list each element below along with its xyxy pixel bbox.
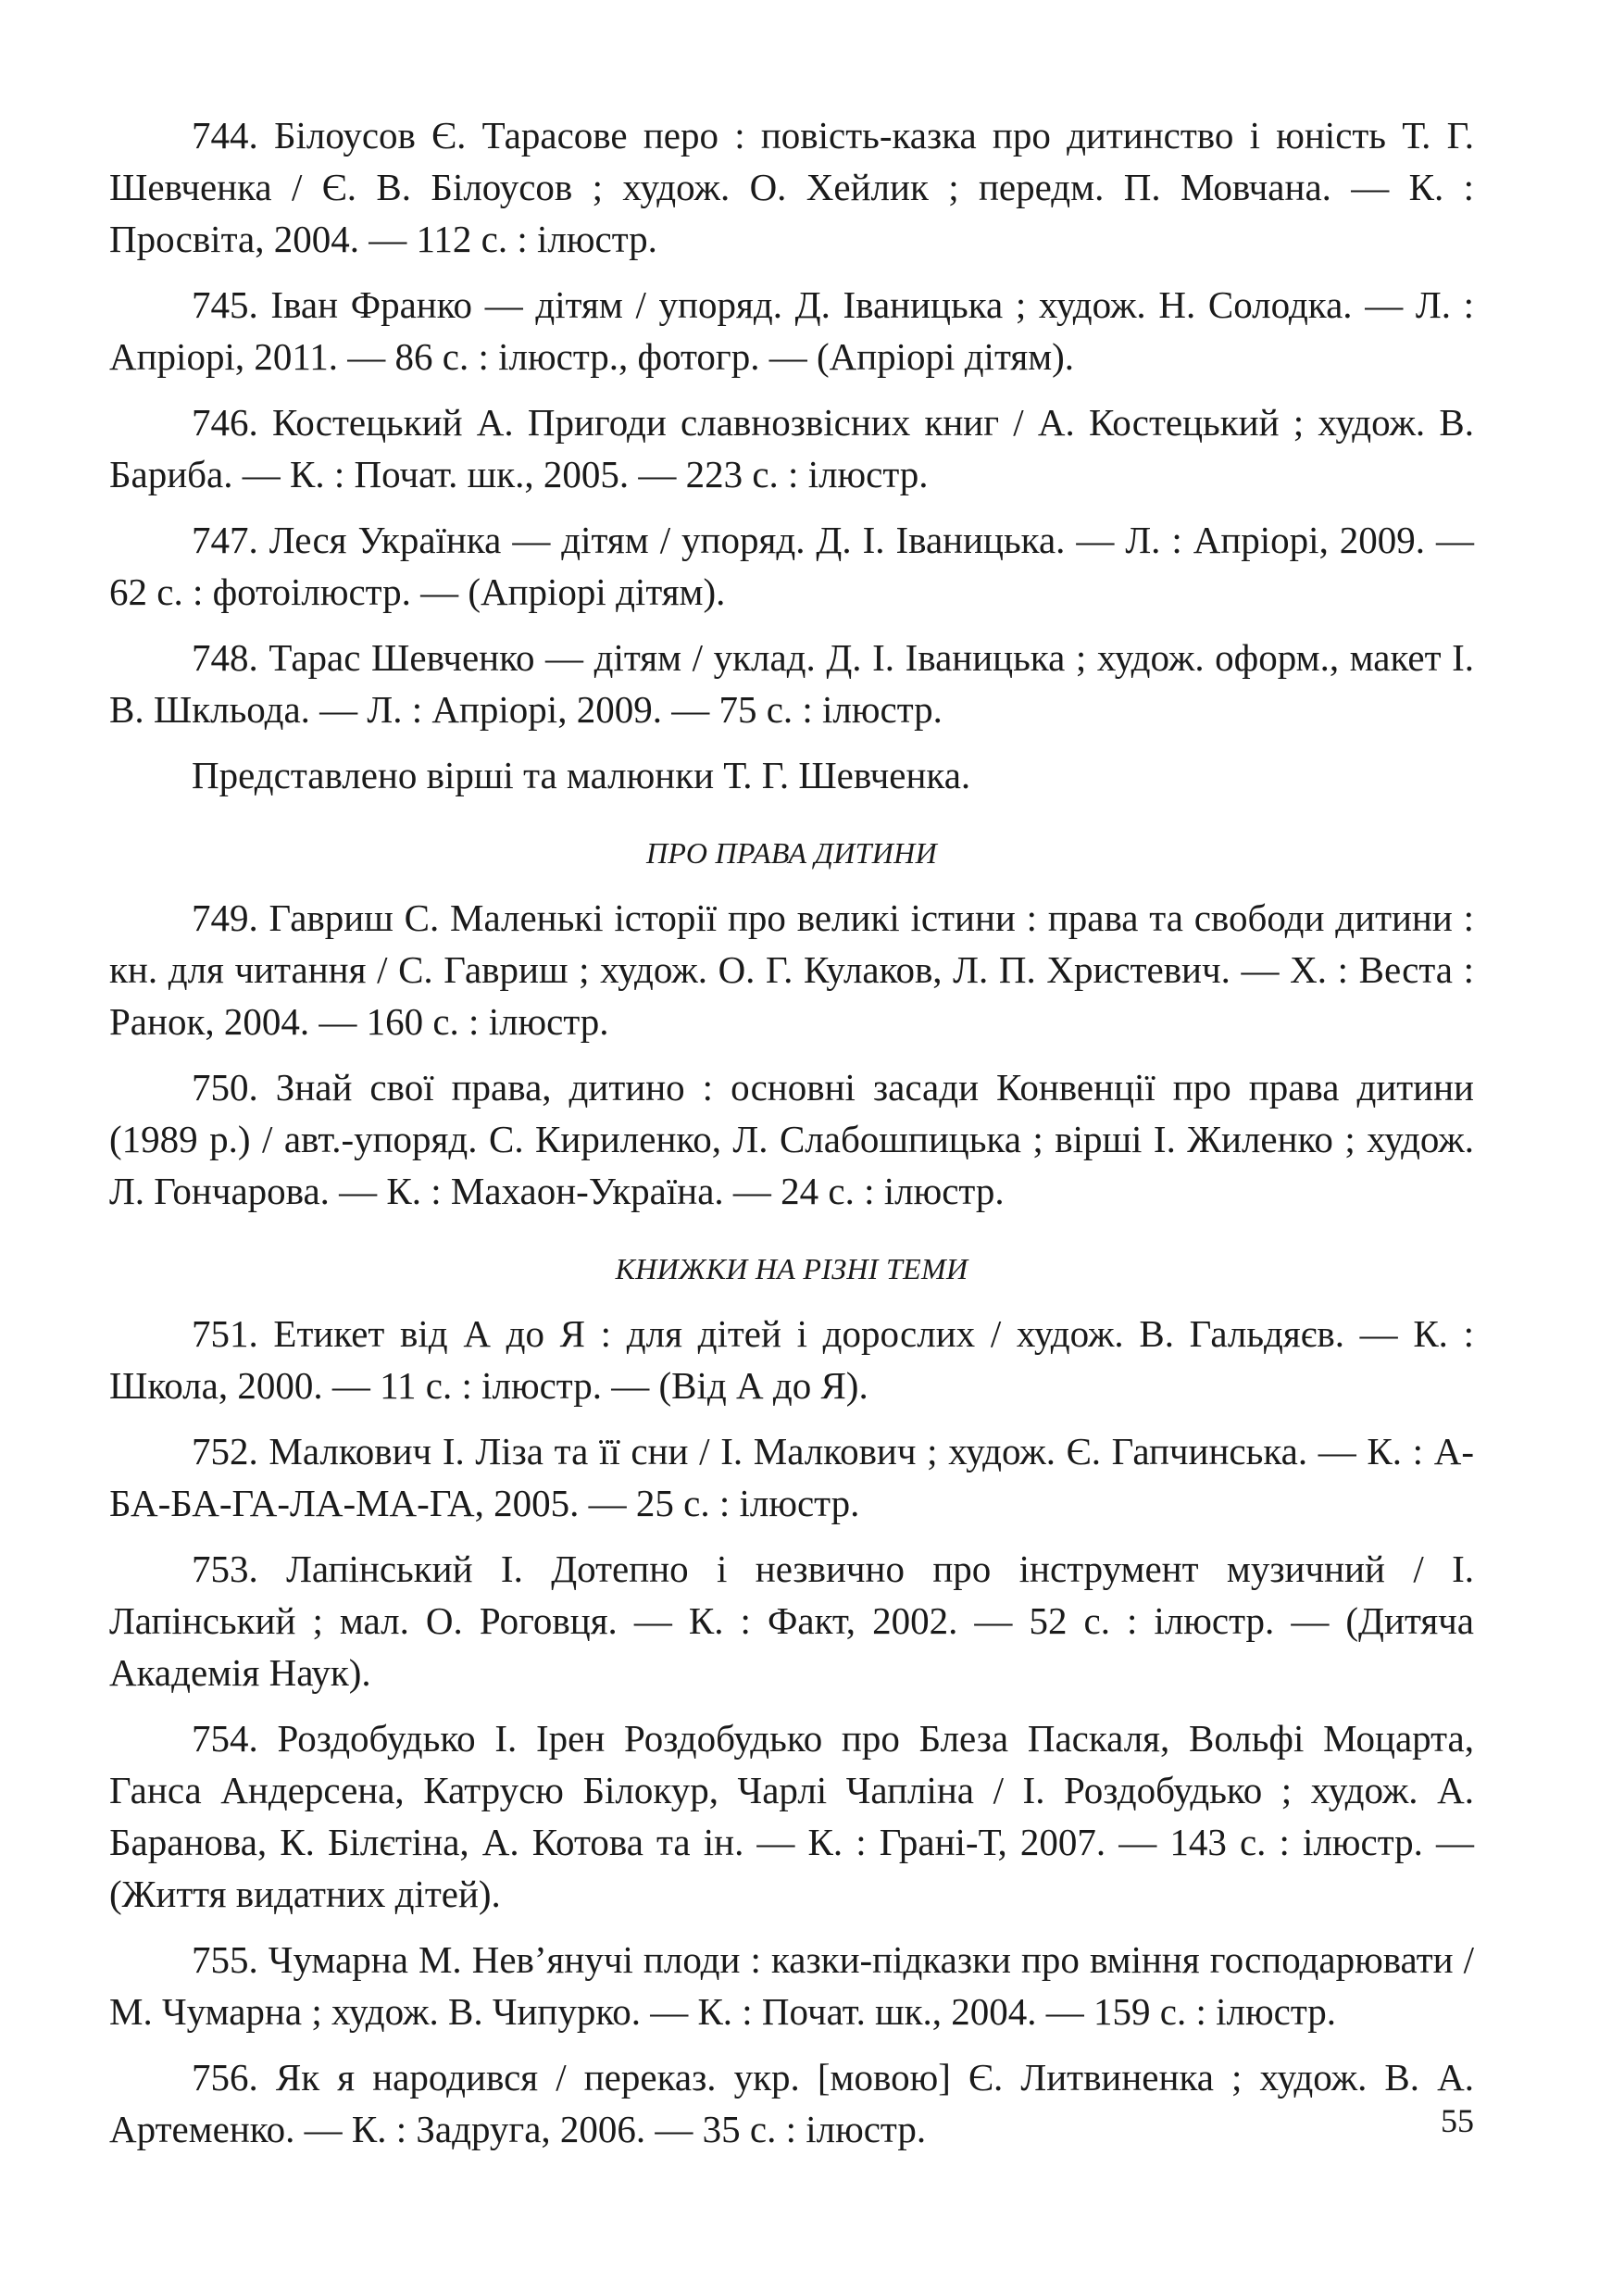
entry-annotation: Представлено вірші та малюнки Т. Г. Шевченка. [192, 754, 971, 796]
bibliography-entry-756: 756. Як я народився / переказ. укр. [мовою] Є. Литвиненка ; худож. В. А. Артеменко. — К. : Задруга, 2006. — 35 с. : ілюстр. [109, 2056, 1474, 2150]
section-heading-various-topics: КНИЖКИ НА РІЗНІ ТЕМИ [615, 1252, 968, 1285]
bibliography-entry-755: 755. Чумарна М. Нев’янучі плоди : казки-підказки про вміння господарювати / М. Чумарна ; худож. В. Чипурко. — К. : Почат. шк., 2004. — 159 с. : ілюстр. [109, 1938, 1474, 2033]
bibliography-entry-749: 749. Гавриш С. Маленькі історії про великі істини : права та свободи дитини : кн. для читання / С. Гавриш ; худож. О. Г. Кулаков, Л. П. Христевич. — Х. : Веста : Ранок, 2004. — 160 с. : ілюстр. [109, 896, 1474, 1043]
bibliography-entry-747: 747. Леся Українка — дітям / упоряд. Д. І. Іваницька. — Л. : Апріорі, 2009. — 62 с. : фотоілюстр. — (Апріорі дітям). [109, 519, 1474, 613]
bibliography-entry-748: 748. Тарас Шевченко — дітям / уклад. Д. І. Іваницька ; худож. оформ., макет І. В. Шкльода. — Л. : Апріорі, 2009. — 75 с. : ілюстр. [109, 636, 1474, 731]
bibliography-entry-745: 745. Іван Франко — дітям / упоряд. Д. Іваницька ; худож. Н. Солодка. — Л. : Апріорі, 2011. — 86 с. : ілюстр., фотогр. — (Апріорі дітям). [109, 283, 1474, 378]
bibliography-entry-753: 753. Лапінський І. Дотепно і незвично про інструмент музичний / І. Лапінський ; мал. О. Роговця. — К. : Факт, 2002. — 52 с. : ілюстр. — (Дитяча Академія Наук). [109, 1547, 1474, 1694]
page-number: 55 [1441, 2102, 1474, 2139]
bibliography-entry-746: 746. Костецький А. Пригоди славнозвісних книг / А. Костецький ; худож. В. Бариба. — К. : Почат. шк., 2005. — 223 с. : ілюстр. [109, 401, 1474, 495]
bibliography-entry-751: 751. Етикет від А до Я : для дітей і дорослих / худож. В. Гальдяєв. — К. : Школа, 2000. — 11 с. : ілюстр. — (Від А до Я). [109, 1312, 1474, 1407]
bibliography-entry-744: 744. Білоусов Є. Тарасове перо : повість-казка про дитинство і юність Т. Г. Шевченка / Є. В. Білоусов ; худож. О. Хейлик ; передм. П. Мовчана. — К. : Просвіта, 2004. — 112 с. : ілюстр. [109, 114, 1474, 260]
bibliography-entry-754: 754. Роздобудько І. Ірен Роздобудько про Блеза Паскаля, Вольфі Моцарта, Ганса Андерсена, Катрусю Білокур, Чарлі Чапліна / І. Роздобудько ; худож. А. Баранова, К. Білєтіна, А. Котова та ін. — К. : Грані-Т, 2007. — 143 с. : ілюстр. — (Життя видатних дітей). [109, 1717, 1474, 1915]
bibliography-entry-752: 752. Малкович І. Ліза та її сни / І. Малкович ; худож. Є. Гапчинська. — К. : А-БА-БА-ГА-ЛА-МА-ГА, 2005. — 25 с. : ілюстр. [109, 1430, 1474, 1524]
section-heading-children-rights: ПРО ПРАВА ДИТИНИ [645, 836, 937, 870]
bibliography-page [109, 109, 1474, 2169]
bibliography-entry-750: 750. Знай свої права, дитино : основні засади Конвенції про права дитини (1989 р.) / авт.-упоряд. С. Кириленко, Л. Слабошпицька ; вірші І. Жиленко ; худож. Л. Гончарова. — К. : Махаон-Україна. — 24 с. : ілюстр. [109, 1066, 1474, 1212]
